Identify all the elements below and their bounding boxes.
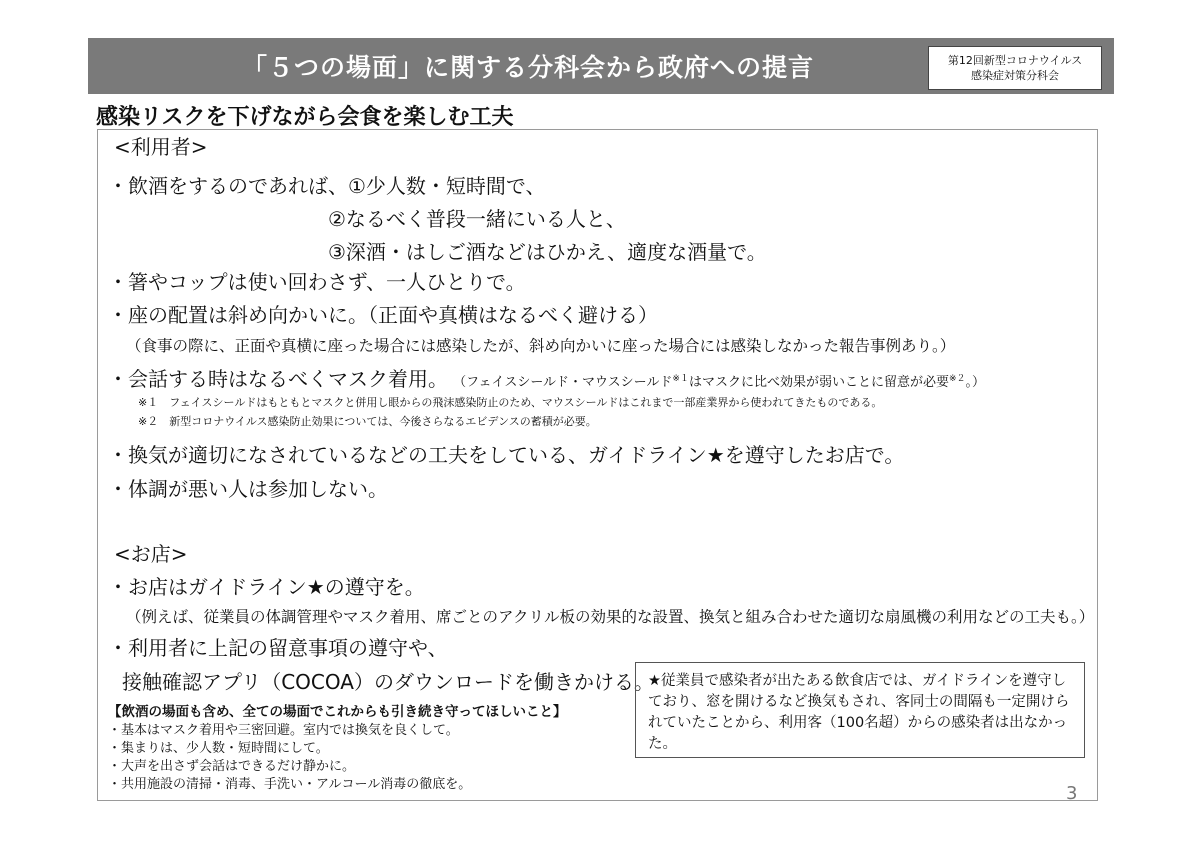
footnote-2: ※２ 新型コロナウイルス感染防止効果については、今後さらなるエビデンスの蓄積が必要。 bbox=[138, 415, 597, 428]
mask-note bbox=[453, 375, 985, 390]
star-note-box: ★従業員で感染者が出たある飲食店では、ガイドラインを遵守しており、窓を開けるなど換気もされ、客同士の間隔も一定開けられていたことから、利用客（100名超）からの感染者は出なかった。 bbox=[635, 662, 1085, 758]
page-number: 3 bbox=[1066, 783, 1078, 804]
footnote-ref-2: ※２ bbox=[948, 374, 966, 384]
tips-item: ・共用施設の清掃・消毒、手洗い・アルコール消毒の徹底を。 bbox=[108, 777, 472, 792]
ventilation-line: ・換気が適切になされているなどの工夫をしている、ガイドライン★を遵守したお店で。 bbox=[108, 443, 905, 467]
shops-heading: <お店> bbox=[114, 542, 188, 566]
mask-text: ・会話する時はなるべくマスク着用。 bbox=[108, 367, 448, 391]
encourage-line-2: 接触確認アプリ（COCOA）のダウンロードを働きかける。 bbox=[122, 670, 654, 694]
section-subtitle: 感染リスクを下げながら会食を楽しむ工夫 bbox=[96, 105, 514, 130]
drinking-line-3: ③深酒・はしご酒などはひかえ、適度な酒量で。 bbox=[328, 240, 767, 264]
tips-item: ・集まりは、少人数・短時間にして。 bbox=[108, 741, 329, 756]
organization-box bbox=[928, 46, 1102, 90]
footnote-1: ※１ フェイスシールドはもともとマスクと併用し眼からの飛沫感染防止のため、マウスシールドはこれまで一部産業界から使われてきたものである。 bbox=[138, 396, 883, 409]
guideline-line: ・お店はガイドライン★の遵守を。 bbox=[108, 575, 425, 599]
page-title: 「５つの場面」に関する分科会から政府への提言 bbox=[241, 53, 814, 82]
drinking-line-2: ②なるべく普段一緒にいる人と、 bbox=[328, 207, 626, 231]
seating-line: ・座の配置は斜め向かいに。（正面や真横はなるべく避ける） bbox=[108, 303, 658, 327]
tips-item: ・基本はマスク着用や三密回避。室内では換気を良くして。 bbox=[108, 723, 459, 738]
mask-line bbox=[108, 363, 985, 392]
tips-item: ・大声を出さず会話はできるだけ静かに。 bbox=[108, 759, 356, 774]
footnote-ref-1: ※１ bbox=[672, 374, 689, 384]
unwell-line: ・体調が悪い人は参加しない。 bbox=[108, 477, 388, 501]
seating-note: （食事の際に、正面や真横に座った場合には感染したが、斜め向かいに座った場合には感染しなかった報告事例あり。） bbox=[126, 337, 956, 355]
organization-line-1: 第12回新型コロナウイルス bbox=[947, 54, 1083, 67]
mask-note-a: （フェイスシールド・マウスシールド bbox=[453, 375, 673, 390]
encourage-line-1: ・利用者に上記の留意事項の遵守や、 bbox=[108, 636, 448, 660]
mask-note-c: 。） bbox=[965, 375, 986, 390]
chopsticks-line: ・箸やコップは使い回わさず、一人ひとりで。 bbox=[108, 270, 526, 294]
drinking-line-1: ・飲酒をするのであれば、①少人数・短時間で、 bbox=[108, 174, 546, 198]
organization-line-2: 感染症対策分科会 bbox=[971, 69, 1059, 82]
tips-heading: 【飲酒の場面も含め、全ての場面でこれからも引き続き守ってほしいこと】 bbox=[108, 704, 567, 720]
users-heading: <利用者> bbox=[114, 135, 208, 159]
header-bar bbox=[88, 38, 1114, 94]
mask-note-b: はマスクに比べ効果が弱いことに留意が必要 bbox=[688, 375, 949, 390]
guideline-note: （例えば、従業員の体調管理やマスク着用、席ごとのアクリル板の効果的な設置、換気と組み合わせた適切な扇風機の利用などの工夫も。） bbox=[126, 608, 1095, 626]
